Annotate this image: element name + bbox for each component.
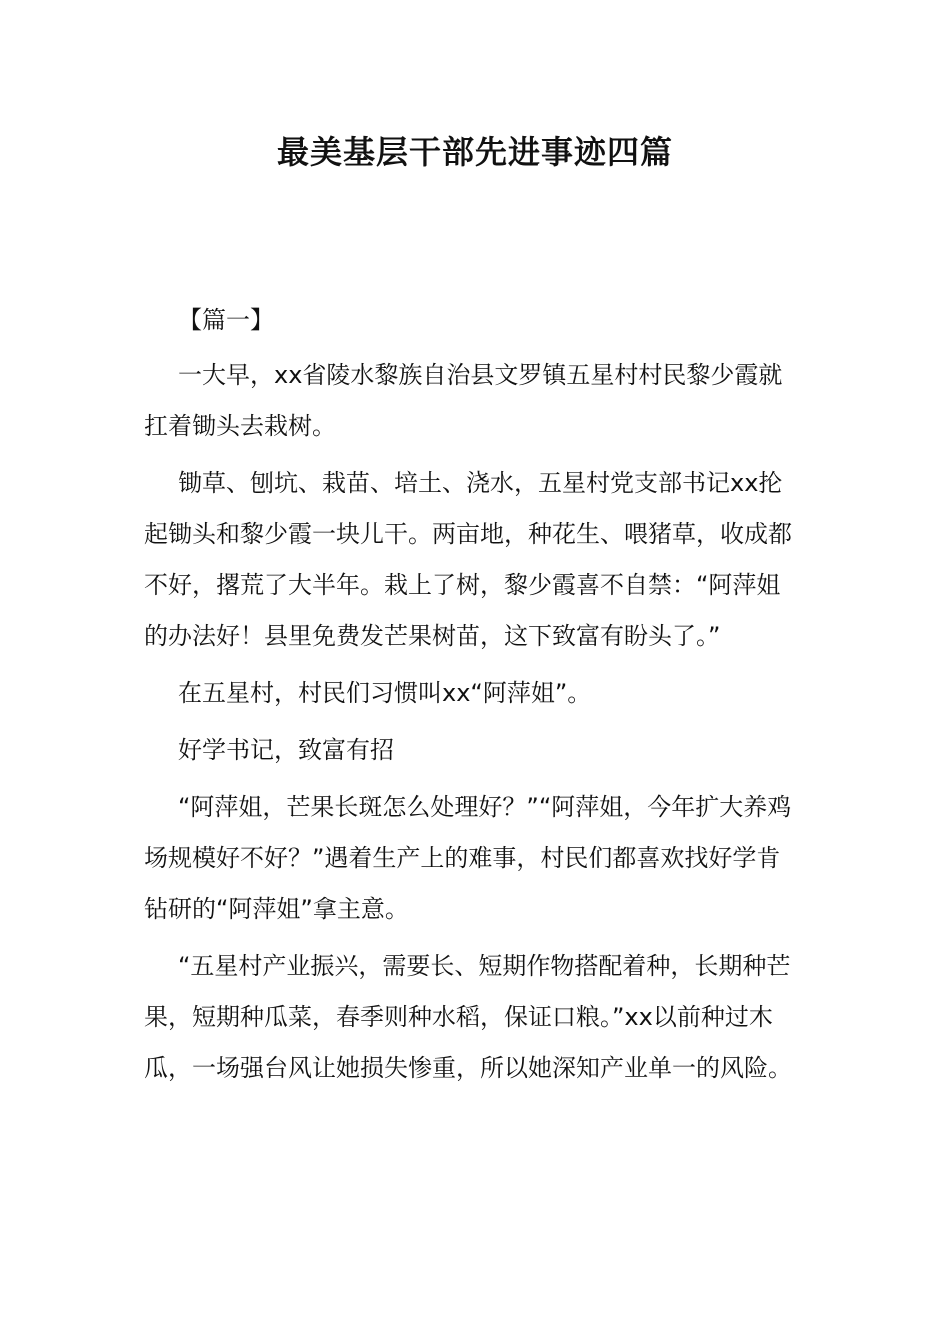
paragraph: 在五星村，村民们习惯叫xx“阿萍姐”。 [178, 679, 592, 707]
document-title: 最美基层干部先进事迹四篇 [276, 133, 673, 171]
paragraph: “阿萍姐，芒果长斑怎么处理好？”“阿萍姐，今年扩大养鸡场规模好不好？”遇着生产上的难事，村民们都喜欢找好学肯钻研的“阿萍姐”拿主意。 [144, 793, 792, 923]
paragraph: 锄草、刨坑、栽苗、培土、浇水，五星村党支部书记xx抡起锄头和黎少霞一块儿干。两亩地，种花生、喂猪草，收成都不好，撂荒了大半年。栽上了树，黎少霞喜不自禁：“阿萍姐的办法好！县里免费发芒果树苗，这下致富有盼头了。” [144, 469, 792, 650]
paragraph: “五星村产业振兴，需要长、短期作物搭配着种，长期种芒果，短期种瓜菜，春季则种水稻，保证口粮。”xx以前种过木瓜，一场强台风让她损失惨重，所以她深知产业单一的风险。 [144, 952, 792, 1082]
subheading: 好学书记，致富有招 [178, 736, 394, 764]
document-body [144, 295, 804, 1100]
section-label: 【篇一】 [178, 306, 274, 334]
paragraph: 一大早，xx省陵水黎族自治县文罗镇五星村村民黎少霞就扛着锄头去栽树。 [144, 361, 783, 440]
